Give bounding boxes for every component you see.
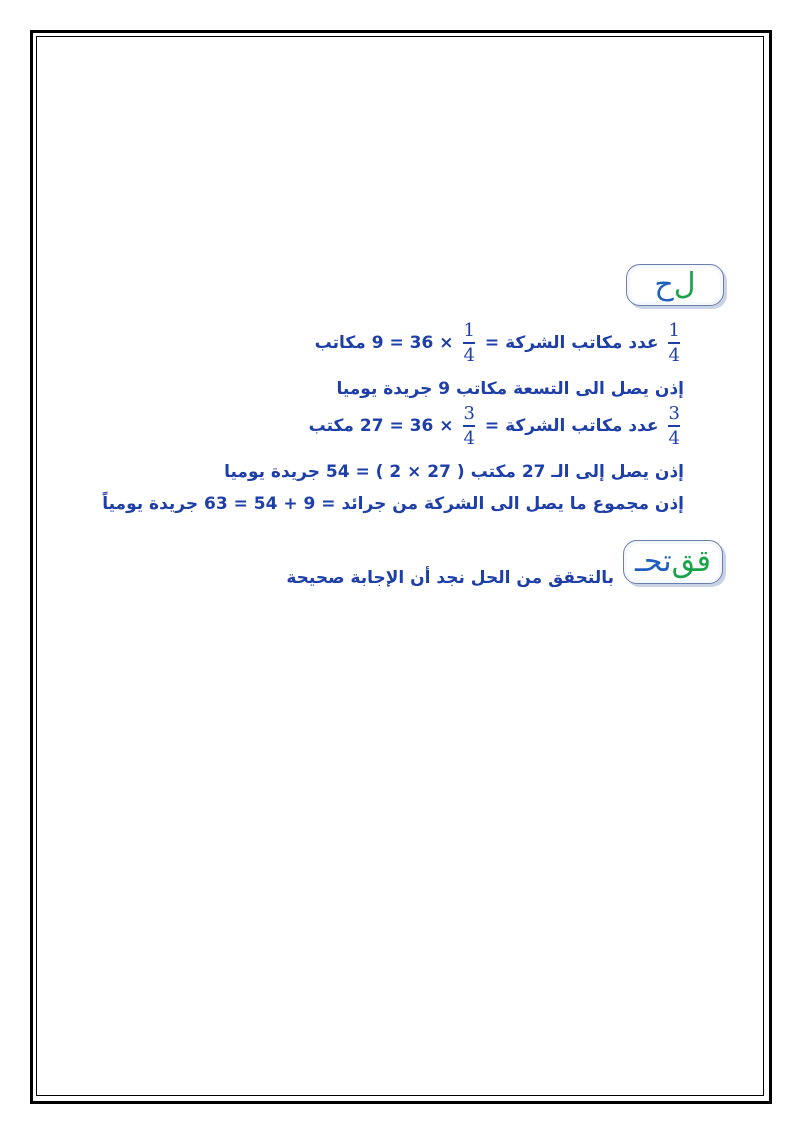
verify-badge — [623, 540, 723, 584]
line-3-tail: × 36 = 27 مكتب — [308, 416, 454, 437]
verify-badge-part1: تحـ — [635, 544, 672, 579]
verify-text: بالتحقق من الحل نجد أن الإجابة صحيحة — [286, 568, 614, 588]
line-3-text: عدد مكاتب الشركة = — [484, 416, 659, 437]
solution-line-2: إذن يصل الى التسعة مكاتب 9 جريدة يوميا — [336, 379, 684, 399]
line-1-tail: × 36 = 9 مكاتب — [314, 333, 454, 354]
fraction-three-quarters — [667, 405, 682, 448]
solution-line-3 — [309, 405, 684, 448]
fraction-denominator: 4 — [668, 427, 680, 449]
fraction-numerator: 1 — [463, 320, 475, 341]
solution-badge-part1: ح — [654, 267, 674, 302]
solution-badge — [626, 264, 724, 306]
fraction-one-quarter — [667, 322, 682, 365]
solution-line-4: إذن يصل إلى الـ 27 مكتب ( 27 × 2 ) = 54 جريدة يوميا — [224, 462, 684, 482]
fraction-numerator: 3 — [668, 403, 680, 424]
fraction-denominator: 4 — [463, 427, 475, 449]
fraction-one-quarter-2 — [461, 322, 476, 365]
fraction-numerator: 1 — [668, 320, 680, 341]
verify-badge-part2: قق — [671, 544, 711, 579]
fraction-denominator: 4 — [463, 344, 475, 366]
solution-line-5: إذن مجموع ما يصل الى الشركة من جرائد = 9 + 54 = 63 جريدة يومياً — [102, 494, 684, 514]
fraction-denominator: 4 — [668, 344, 680, 366]
fraction-three-quarters-2 — [461, 405, 476, 448]
line-1-text: عدد مكاتب الشركة = — [484, 333, 659, 354]
fraction-numerator: 3 — [463, 403, 475, 424]
solution-line-1 — [315, 322, 684, 365]
solution-badge-part2: ل — [673, 267, 696, 302]
